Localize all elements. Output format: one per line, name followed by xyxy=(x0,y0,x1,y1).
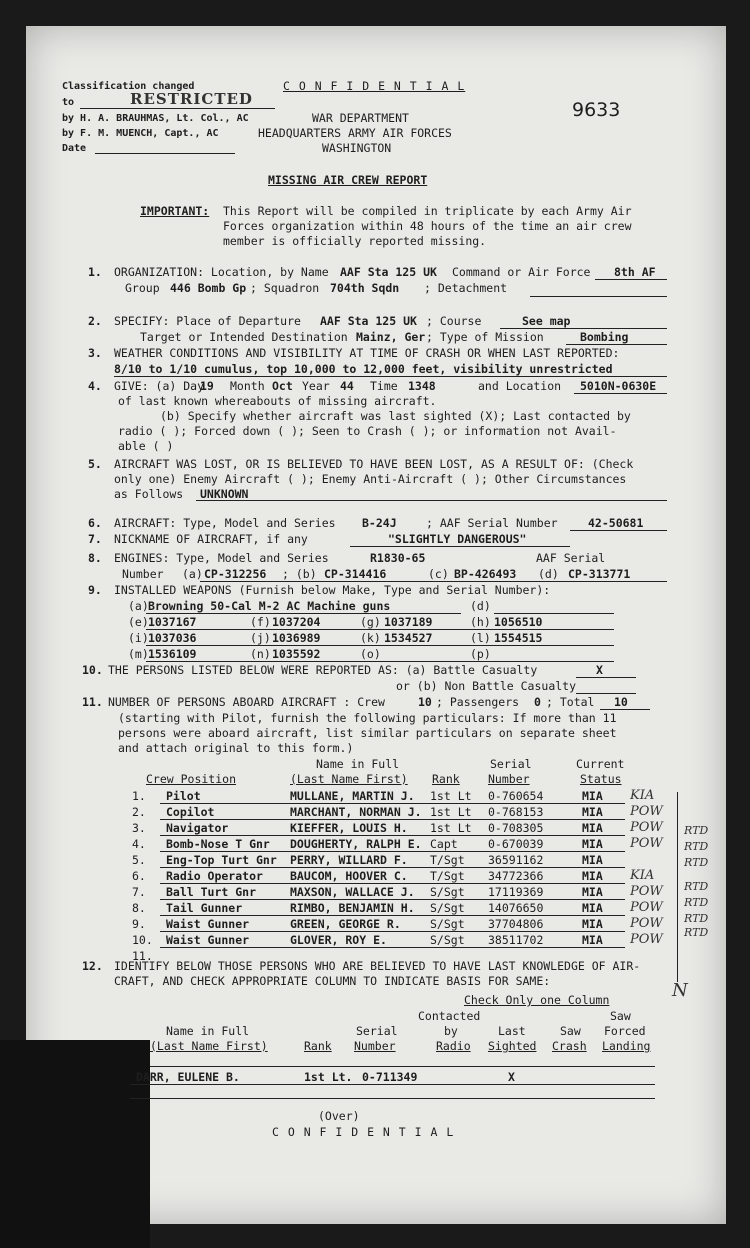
crew-pos: Eng-Top Turt Gnr xyxy=(166,853,277,867)
s4-whereabouts: of last known whereabouts of missing aircraft. xyxy=(118,394,437,408)
weapon-j-serial: 1036989 xyxy=(272,631,321,645)
s12-col-last-1: Last xyxy=(498,1024,526,1038)
s4-location: 5010N-0630E xyxy=(580,379,657,393)
s4-available: able ( ) xyxy=(118,439,174,453)
s8-model: R1830-65 xyxy=(370,551,426,565)
crew-row-rule xyxy=(160,899,625,900)
s1-air-force: 8th AF xyxy=(614,265,656,279)
w-label: (h) xyxy=(470,615,491,629)
s11-instr-3: and attach original to this form.) xyxy=(118,741,354,755)
s12-col-serial-1: Serial xyxy=(356,1024,398,1038)
s4-location-label: and Location xyxy=(478,379,562,393)
crew-n: 8. xyxy=(132,901,146,915)
col-status-2: Status xyxy=(580,772,622,786)
w-label: (n) xyxy=(250,647,271,661)
s12-col-name-1: Name in Full xyxy=(166,1024,250,1038)
col-radio-3: Radio xyxy=(436,1039,471,1053)
rule xyxy=(130,1098,655,1099)
crew-rank: S/Sgt xyxy=(430,933,465,947)
s10-label: THE PERSONS LISTED BELOW WERE REPORTED AS: (a) Battle Casualty xyxy=(108,663,538,677)
crew-status: MIA xyxy=(582,837,603,851)
w-label: (j) xyxy=(250,631,271,645)
crew-status-note: POW xyxy=(630,820,663,835)
margin-note-rtd: RTD xyxy=(684,856,709,869)
crew-status: MIA xyxy=(582,901,603,915)
s1-num: 1. xyxy=(88,265,102,279)
crew-name: MARCHANT, NORMAN J. xyxy=(290,805,422,819)
rule xyxy=(570,530,667,531)
engine-a-serial: CP-312256 xyxy=(204,567,267,581)
s8-a-label: (a) xyxy=(182,567,203,581)
witness-name: DARR, EULENE B. xyxy=(136,1070,240,1084)
s10-num: 10. xyxy=(82,663,103,677)
rule xyxy=(595,279,667,280)
s8-number-label: Number xyxy=(122,567,164,581)
col-serial-2: Number xyxy=(488,772,530,786)
weapon-k-serial: 1534527 xyxy=(384,631,433,645)
crew-row-rule xyxy=(160,883,625,884)
rule xyxy=(576,677,636,678)
crew-n: 9. xyxy=(132,917,146,931)
col-forced-1: Saw xyxy=(610,1009,631,1023)
col-name-1: Name in Full xyxy=(316,757,400,771)
s8-c-label: (c) xyxy=(428,567,449,581)
weapon-n-serial: 1035592 xyxy=(272,647,321,661)
s11-instr-1: (starting with Pilot, furnish the following particulars: If more than 11 xyxy=(118,711,617,725)
hq-aaf: HEADQUARTERS ARMY AIR FORCES xyxy=(258,126,452,140)
crew-name: MULLANE, MARTIN J. xyxy=(290,789,415,803)
crew-status-note: KIA xyxy=(630,788,655,803)
crew-status: MIA xyxy=(582,885,603,899)
crew-status-note: POW xyxy=(630,836,663,851)
crew-pos: Waist Gunner xyxy=(166,933,250,947)
crew-status-note: POW xyxy=(630,884,663,899)
weapon-f-serial: 1037204 xyxy=(272,615,321,629)
crew-status-note: POW xyxy=(630,804,663,819)
s1-detachment-label: ; Detachment xyxy=(424,281,508,295)
crew-serial: 37704806 xyxy=(488,917,544,931)
engine-b-serial: CP-314416 xyxy=(324,567,387,581)
s8-d-label: (d) xyxy=(538,567,559,581)
s2-course-label: ; Course xyxy=(426,314,482,328)
rule xyxy=(80,108,275,109)
s2-num: 2. xyxy=(88,314,102,328)
classification-changed: Classification changed xyxy=(62,81,195,92)
over-label: (Over) xyxy=(318,1109,360,1123)
s4-day: 19 xyxy=(200,379,214,393)
s2-mission-label: ; Type of Mission xyxy=(426,330,544,344)
crew-pos: Waist Gunner xyxy=(166,917,250,931)
s12-label-1: IDENTIFY BELOW THOSE PERSONS WHO ARE BELIEVED TO HAVE LAST KNOWLEDGE OF AIR- xyxy=(114,959,641,973)
crew-row-rule xyxy=(160,851,625,852)
s1-org-label: ORGANIZATION: Location, by Name xyxy=(114,265,329,279)
s4-sighted: (b) Specify whether aircraft was last sighted (X); Last contacted by xyxy=(160,409,631,423)
w-label: (o) xyxy=(360,647,381,661)
s9-d-label: (d) xyxy=(470,599,491,613)
crew-row-rule xyxy=(160,931,625,932)
crew-n: 3. xyxy=(132,821,146,835)
w-label: (g) xyxy=(360,615,381,629)
rule xyxy=(95,153,235,154)
crew-serial: 0-708305 xyxy=(488,821,544,835)
crew-row-rule xyxy=(160,915,625,916)
s3-weather-label: WEATHER CONDITIONS AND VISIBILITY AT TIME OF CRASH OR WHEN LAST REPORTED: xyxy=(114,346,620,360)
s12-col-last-2: Sighted xyxy=(488,1039,537,1053)
s12-col-rank: Rank xyxy=(304,1039,332,1053)
important-line-3: member is officially reported missing. xyxy=(223,234,487,248)
s1-command-label: Command or Air Force xyxy=(452,265,591,279)
weapon-e-serial: 1037167 xyxy=(148,615,197,629)
s9-num: 9. xyxy=(88,583,102,597)
bracket-end: N xyxy=(672,980,688,1001)
s11-num: 11. xyxy=(82,695,103,709)
crew-name: MAXSON, WALLACE J. xyxy=(290,885,415,899)
s1-group-label: Group xyxy=(125,281,160,295)
margin-note-rtd: RTD xyxy=(684,824,709,837)
rule xyxy=(196,500,667,501)
s6-type-label: AIRCRAFT: Type, Model and Series xyxy=(114,516,336,530)
s4-num: 4. xyxy=(88,379,102,393)
s8-num: 8. xyxy=(88,551,102,565)
rule xyxy=(146,645,614,646)
rule xyxy=(350,546,570,547)
crew-rank: 1st Lt xyxy=(430,789,472,803)
total-count: 10 xyxy=(614,695,628,709)
crew-status-note: KIA xyxy=(630,868,655,883)
report-title: MISSING AIR CREW REPORT xyxy=(268,173,428,187)
report-number: 9633 xyxy=(572,99,621,121)
s7-num: 7. xyxy=(88,532,102,546)
w-label: (p) xyxy=(470,647,491,661)
s5-follows-label: as Follows xyxy=(114,487,184,501)
crew-serial: 17119369 xyxy=(488,885,544,899)
s4-forced: radio ( ); Forced down ( ); Seen to Crash ( ); or information not Avail- xyxy=(118,424,617,438)
crew-rank: T/Sgt xyxy=(430,853,465,867)
crew-serial: 0-760654 xyxy=(488,789,544,803)
crew-pos: Bomb-Nose T Gnr xyxy=(166,837,270,851)
rule xyxy=(574,393,667,394)
important-line-2: Forces organization within 48 hours of the time an air crew xyxy=(223,219,632,233)
battle-casualty-mark: X xyxy=(596,663,603,677)
declass-by-1: by H. A. BRAUHMAS, Lt. Col., AC xyxy=(62,113,249,124)
s11-instr-2: persons were aboard aircraft, list similar particulars on separate sheet xyxy=(118,726,617,740)
w-label: (l) xyxy=(470,631,491,645)
classification-to: to xyxy=(62,97,75,108)
scan-border xyxy=(0,1040,150,1248)
s6-serial-label: ; AAF Serial Number xyxy=(426,516,558,530)
w-label: (e) xyxy=(128,615,149,629)
s6-num: 6. xyxy=(88,516,102,530)
crew-status: MIA xyxy=(582,821,603,835)
crew-pos: Ball Turt Gnr xyxy=(166,885,257,899)
weapon-h-serial: 1056510 xyxy=(494,615,543,629)
engine-c-serial: BP-426493 xyxy=(454,567,517,581)
s11-crew-label: NUMBER OF PERSONS ABOARD AIRCRAFT : Crew xyxy=(108,695,385,709)
declass-by-2: by F. M. MUENCH, Capt., AC xyxy=(62,128,219,139)
witness-last-sighted: X xyxy=(508,1070,515,1084)
crew-pos: Radio Operator xyxy=(166,869,263,883)
confidential-bottom: C O N F I D E N T I A L xyxy=(272,1125,455,1139)
s6-serial: 42-50681 xyxy=(588,516,644,530)
s6-type: B-24J xyxy=(362,516,397,530)
s4-time-label: Time xyxy=(370,379,398,393)
s2-target: Mainz, Ger xyxy=(356,330,426,344)
crew-row-rule xyxy=(160,947,625,948)
witness-serial: 0-711349 xyxy=(362,1070,418,1084)
crew-serial: 36591162 xyxy=(488,853,544,867)
crew-n: 2. xyxy=(132,805,146,819)
war-department: WAR DEPARTMENT xyxy=(312,111,409,125)
crew-status: MIA xyxy=(582,917,603,931)
weapon-l-serial: 1554515 xyxy=(494,631,543,645)
crew-rank: S/Sgt xyxy=(430,901,465,915)
s5-line-2: only one) Enemy Aircraft ( ); Enemy Anti-Aircraft ( ); Other Circumstances xyxy=(114,472,627,486)
rule xyxy=(146,613,461,614)
s2-departure-label: SPECIFY: Place of Departure xyxy=(114,314,301,328)
rule xyxy=(530,296,667,297)
s12-label-2: CRAFT, AND CHECK APPROPRIATE COLUMN TO INDICATE BASIS FOR SAME: xyxy=(114,974,551,988)
washington: WASHINGTON xyxy=(322,141,392,155)
s8-b-label: ; (b) xyxy=(282,567,317,581)
w-label: (k) xyxy=(360,631,381,645)
rule xyxy=(576,693,636,694)
crew-n: 4. xyxy=(132,837,146,851)
s12-col-name-2: (Last Name First) xyxy=(150,1039,268,1053)
col-forced-3: Landing xyxy=(602,1039,651,1053)
col-rank: Rank xyxy=(432,772,460,786)
s1-group: 446 Bomb Gp xyxy=(170,281,247,295)
col-status-1: Current xyxy=(576,757,625,771)
rule xyxy=(146,629,614,630)
s8-engines-label: ENGINES: Type, Model and Series xyxy=(114,551,329,565)
margin-note-rtd: RTD xyxy=(684,880,709,893)
rule xyxy=(146,661,614,662)
s11-pass-label: ; Passengers xyxy=(436,695,520,709)
s8-serial-label: AAF Serial xyxy=(536,551,606,565)
crew-row-rule xyxy=(160,867,625,868)
s2-departure: AAF Sta 125 UK xyxy=(320,314,417,328)
margin-note-rtd: RTD xyxy=(684,912,709,925)
s10-non-battle: or (b) Non Battle Casualty xyxy=(396,679,577,693)
s7-nickname: "SLIGHTLY DANGEROUS" xyxy=(388,532,527,546)
weapon-i-serial: 1037036 xyxy=(148,631,197,645)
weapon-m-serial: 1536109 xyxy=(148,647,197,661)
w-label: (i) xyxy=(128,631,149,645)
crew-n: 10. xyxy=(132,933,153,947)
rule xyxy=(150,1066,655,1067)
crew-count: 10 xyxy=(418,695,432,709)
w-label: (f) xyxy=(250,615,271,629)
crew-row-rule xyxy=(160,819,625,820)
crew-n: 11. xyxy=(132,949,153,963)
s12-num: 12. xyxy=(82,959,103,973)
s5-num: 5. xyxy=(88,457,102,471)
s9-a-label: (a) xyxy=(128,599,149,613)
s7-nickname-label: NICKNAME OF AIRCRAFT, if any xyxy=(114,532,308,546)
s9-weapons-label: INSTALLED WEAPONS (Furnish below Make, Type and Serial Number): xyxy=(114,583,551,597)
s5-line-1: AIRCRAFT WAS LOST, OR IS BELIEVED TO HAVE BEEN LOST, AS A RESULT OF: (Check xyxy=(114,457,634,471)
col-radio-2: by xyxy=(444,1024,458,1038)
crew-status-note: POW xyxy=(630,916,663,931)
declass-date: Date xyxy=(62,143,87,154)
rule xyxy=(130,1084,655,1085)
crew-pos: Copilot xyxy=(166,805,215,819)
col-forced-2: Forced xyxy=(604,1024,646,1038)
crew-serial: 34772366 xyxy=(488,869,544,883)
margin-bracket xyxy=(677,792,678,982)
col-serial-1: Serial xyxy=(490,757,532,771)
crew-row-rule xyxy=(160,803,625,804)
crew-status: MIA xyxy=(582,853,603,867)
witness-rank: 1st Lt. xyxy=(304,1070,353,1084)
col-name-2: (Last Name First) xyxy=(290,772,408,786)
crew-rank: S/Sgt xyxy=(430,885,465,899)
crew-n: 6. xyxy=(132,869,146,883)
crew-name: GLOVER, ROY E. xyxy=(290,933,387,947)
s2-course: See map xyxy=(522,314,571,328)
margin-note-rtd: RTD xyxy=(684,840,709,853)
crew-name: KIEFFER, LOUIS H. xyxy=(290,821,408,835)
crew-name: DOUGHERTY, RALPH E. xyxy=(290,837,422,851)
crew-n: 5. xyxy=(132,853,146,867)
rule xyxy=(600,709,650,710)
s2-mission: Bombing xyxy=(580,330,629,344)
s12-col-saw-1: Saw xyxy=(560,1024,581,1038)
crew-rank: Capt xyxy=(430,837,458,851)
crew-rank: S/Sgt xyxy=(430,917,465,931)
s5-circumstance: UNKNOWN xyxy=(200,487,249,501)
crew-row-rule xyxy=(160,835,625,836)
s12-check-only: Check Only one Column xyxy=(464,993,610,1007)
crew-status: MIA xyxy=(582,933,603,947)
col-position: Crew Position xyxy=(146,772,237,786)
crew-rank: 1st Lt xyxy=(430,821,472,835)
s4-month-label: Month xyxy=(230,379,265,393)
important-label: IMPORTANT: xyxy=(140,204,210,218)
crew-serial: 0-670039 xyxy=(488,837,544,851)
rule xyxy=(500,328,667,329)
crew-status-note: POW xyxy=(630,900,663,915)
s4-month: Oct xyxy=(272,379,293,393)
crew-status-note: POW xyxy=(630,932,663,947)
s3-weather: 8/10 to 1/10 cumulus, top 10,000 to 12,000 feet, visibility unrestricted xyxy=(114,362,613,376)
crew-rank: T/Sgt xyxy=(430,869,465,883)
s1-squadron-label: ; Squadron xyxy=(250,281,320,295)
col-radio-1: Contacted xyxy=(418,1009,481,1023)
w-label: (m) xyxy=(128,647,149,661)
s3-num: 3. xyxy=(88,346,102,360)
crew-name: GREEN, GEORGE R. xyxy=(290,917,401,931)
s1-squadron: 704th Sqdn xyxy=(330,281,400,295)
crew-status: MIA xyxy=(582,805,603,819)
crew-serial: 0-768153 xyxy=(488,805,544,819)
confidential-top: C O N F I D E N T I A L xyxy=(283,79,466,93)
crew-pos: Pilot xyxy=(166,789,201,803)
s12-col-saw-2: Crash xyxy=(552,1039,587,1053)
weapons-desc: Browning 50-Cal M-2 AC Machine guns xyxy=(148,599,391,613)
crew-rank: 1st Lt xyxy=(430,805,472,819)
crew-serial: 38511702 xyxy=(488,933,544,947)
s2-target-label: Target or Intended Destination xyxy=(140,330,348,344)
rule xyxy=(200,581,667,582)
rule xyxy=(114,376,667,377)
s4-time: 1348 xyxy=(408,379,436,393)
rule xyxy=(494,613,614,614)
s4-year: 44 xyxy=(340,379,354,393)
s12-col-serial-2: Number xyxy=(354,1039,396,1053)
crew-name: BAUCOM, HOOVER C. xyxy=(290,869,408,883)
crew-n: 7. xyxy=(132,885,146,899)
crew-status: MIA xyxy=(582,789,603,803)
margin-note-rtd: RTD xyxy=(684,896,709,909)
crew-pos: Tail Gunner xyxy=(166,901,243,915)
s4-day-label: GIVE: (a) Day xyxy=(114,379,205,393)
crew-n: 1. xyxy=(132,789,146,803)
s4-year-label: Year xyxy=(302,379,330,393)
restricted-stamp: RESTRICTED xyxy=(130,90,253,108)
crew-name: RIMBO, BENJAMIN H. xyxy=(290,901,415,915)
crew-serial: 14076650 xyxy=(488,901,544,915)
s11-total-label: ; Total xyxy=(546,695,595,709)
s1-location: AAF Sta 125 UK xyxy=(340,265,437,279)
rule xyxy=(566,344,667,345)
crew-status: MIA xyxy=(582,869,603,883)
margin-note-rtd: RTD xyxy=(684,926,709,939)
crew-pos: Navigator xyxy=(166,821,229,835)
important-line-1: This Report will be compiled in triplicate by each Army Air xyxy=(223,204,632,218)
weapon-g-serial: 1037189 xyxy=(384,615,433,629)
engine-d-serial: CP-313771 xyxy=(568,567,631,581)
passenger-count: 0 xyxy=(534,695,541,709)
crew-name: PERRY, WILLARD F. xyxy=(290,853,408,867)
